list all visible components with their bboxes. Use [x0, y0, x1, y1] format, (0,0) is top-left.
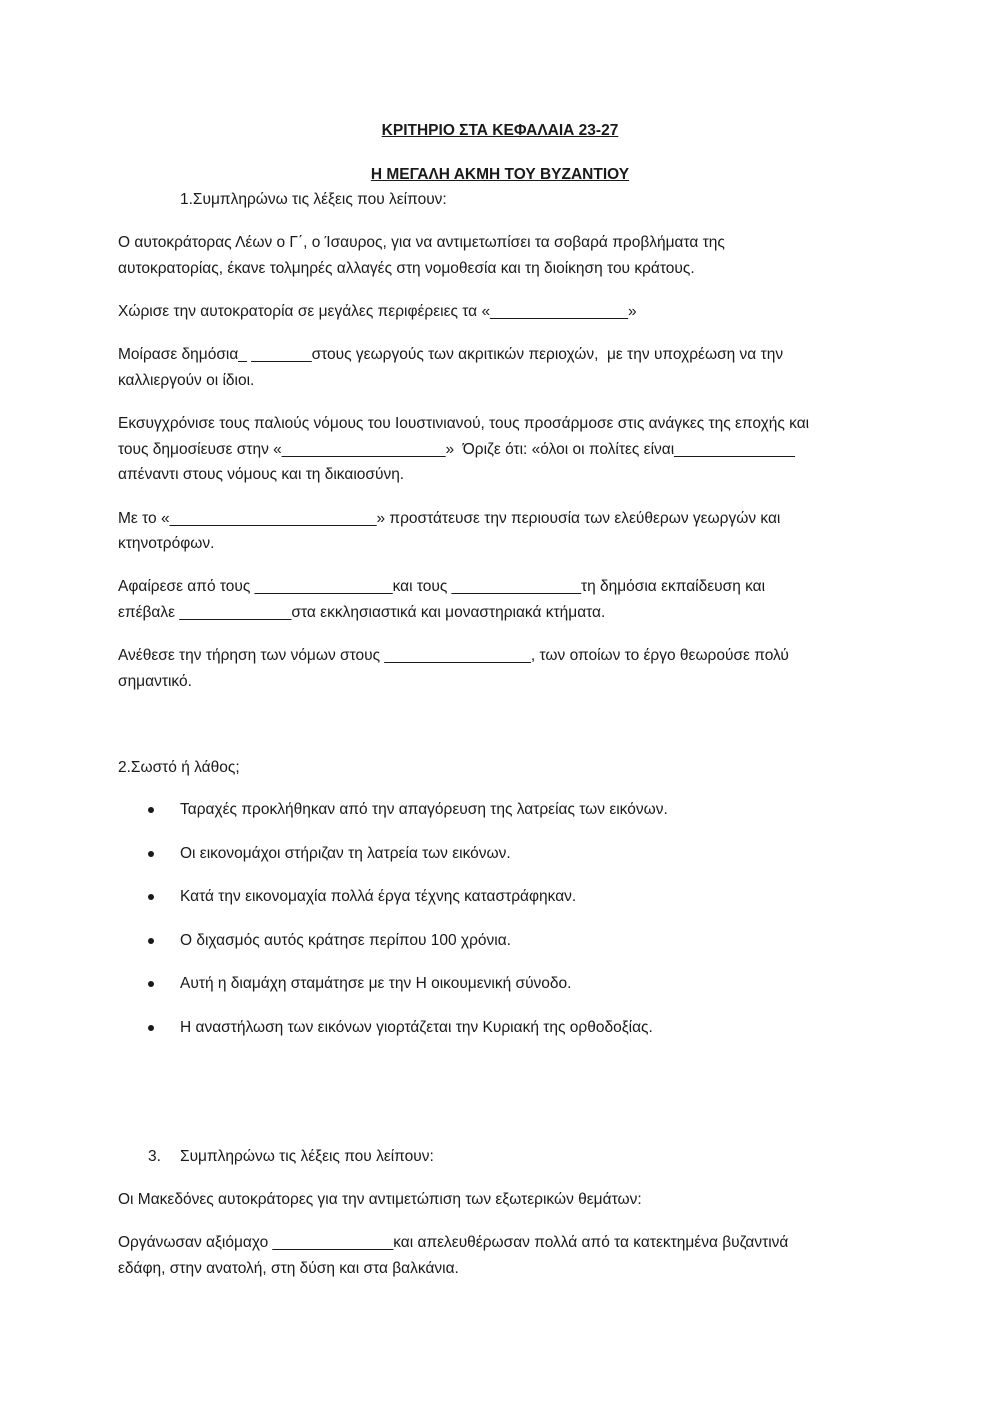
section1-line: Με το «________________________» προστάτευσε την περιουσία των ελεύθερων γεωργών και	[118, 510, 781, 527]
section1-line: Ανέθεσε την τήρηση των νόμων στους _________________, των οποίων το έργο θεωρούσε πολύ	[118, 647, 789, 664]
true-false-item: Οι εικονομάχοι στήριζαν τη λατρεία των εικόνων.	[180, 845, 511, 862]
bullet-icon	[148, 851, 154, 857]
true-false-item: Αυτή η διαμάχη σταμάτησε με την Η οικουμενική σύνοδο.	[180, 975, 572, 992]
section3-line: Οργάνωσαν αξιόμαχο ______________και απελευθέρωσαν πολλά από τα κατεκτημένα βυζαντινά	[118, 1234, 789, 1251]
section1-line: κτηνοτρόφων.	[118, 535, 215, 552]
section3-number: 3.	[148, 1148, 161, 1165]
section1-line: επέβαλε _____________στα εκκλησιαστικά και μοναστηριακά κτήματα.	[118, 604, 606, 621]
bullet-icon	[148, 981, 154, 987]
section3-heading: Συμπληρώνω τις λέξεις που λείπουν:	[180, 1148, 434, 1165]
section1-line: απέναντι στους νόμους και τη δικαιοσύνη.	[118, 466, 405, 483]
section1-line: Μοίρασε δημόσια_ _______στους γεωργούς των ακριτικών περιοχών, με την υποχρέωση να την	[118, 346, 784, 363]
section1-line: τους δημοσίευσε στην «___________________» Όριζε ότι: «όλοι οι πολίτες είναι______________	[118, 441, 795, 458]
section1-line: καλλιεργούν οι ίδιοι.	[118, 372, 255, 389]
section1-heading: 1.Συμπληρώνω τις λέξεις που λείπουν:	[180, 191, 447, 208]
section1-line: αυτοκρατορίας, έκανε τολμηρές αλλαγές στη νομοθεσία και τη διοίκηση του κράτους.	[118, 260, 695, 277]
worksheet-subtitle: Η ΜΕΓΑΛΗ ΑΚΜΗ ΤΟΥ ΒΥΖΑΝΤΙΟΥ	[370, 166, 630, 183]
section1-line: Χώρισε την αυτοκρατορία σε μεγάλες περιφέρειες τα «________________»	[118, 303, 637, 320]
section1-line: σημαντικό.	[118, 673, 192, 690]
section1-line: Ο αυτοκράτορας Λέων ο Γ΄, ο Ίσαυρος, για να αντιμετωπίσει τα σοβαρά προβλήματα της	[118, 234, 725, 251]
true-false-item: Ταραχές προκλήθηκαν από την απαγόρευση της λατρείας των εικόνων.	[180, 801, 668, 818]
section3-line: εδάφη, στην ανατολή, στη δύση και στα βαλκάνια.	[118, 1260, 459, 1277]
true-false-item: Ο διχασμός αυτός κράτησε περίπου 100 χρόνια.	[180, 932, 511, 949]
bullet-icon	[148, 1025, 154, 1031]
true-false-item: Η αναστήλωση των εικόνων γιορτάζεται την Κυριακή της ορθοδοξίας.	[180, 1019, 653, 1036]
section2-heading: 2.Σωστό ή λάθος;	[118, 759, 240, 776]
section3-line: Οι Μακεδόνες αυτοκράτορες για την αντιμετώπιση των εξωτερικών θεμάτων:	[118, 1191, 642, 1208]
bullet-icon	[148, 938, 154, 944]
bullet-icon	[148, 894, 154, 900]
section1-line: Εκσυγχρόνισε τους παλιούς νόμους του Ιουστινιανού, τους προσάρμοσε στις ανάγκες της εποχής και	[118, 415, 810, 432]
worksheet-title: ΚΡΙΤΗΡΙΟ ΣΤΑ ΚΕΦΑΛΑΙΑ 23-27	[381, 122, 619, 139]
bullet-icon	[148, 807, 154, 813]
true-false-item: Κατά την εικονομαχία πολλά έργα τέχνης καταστράφηκαν.	[180, 888, 577, 905]
section1-line: Αφαίρεσε από τους ________________και τους _______________τη δημόσια εκπαίδευση και	[118, 578, 766, 595]
